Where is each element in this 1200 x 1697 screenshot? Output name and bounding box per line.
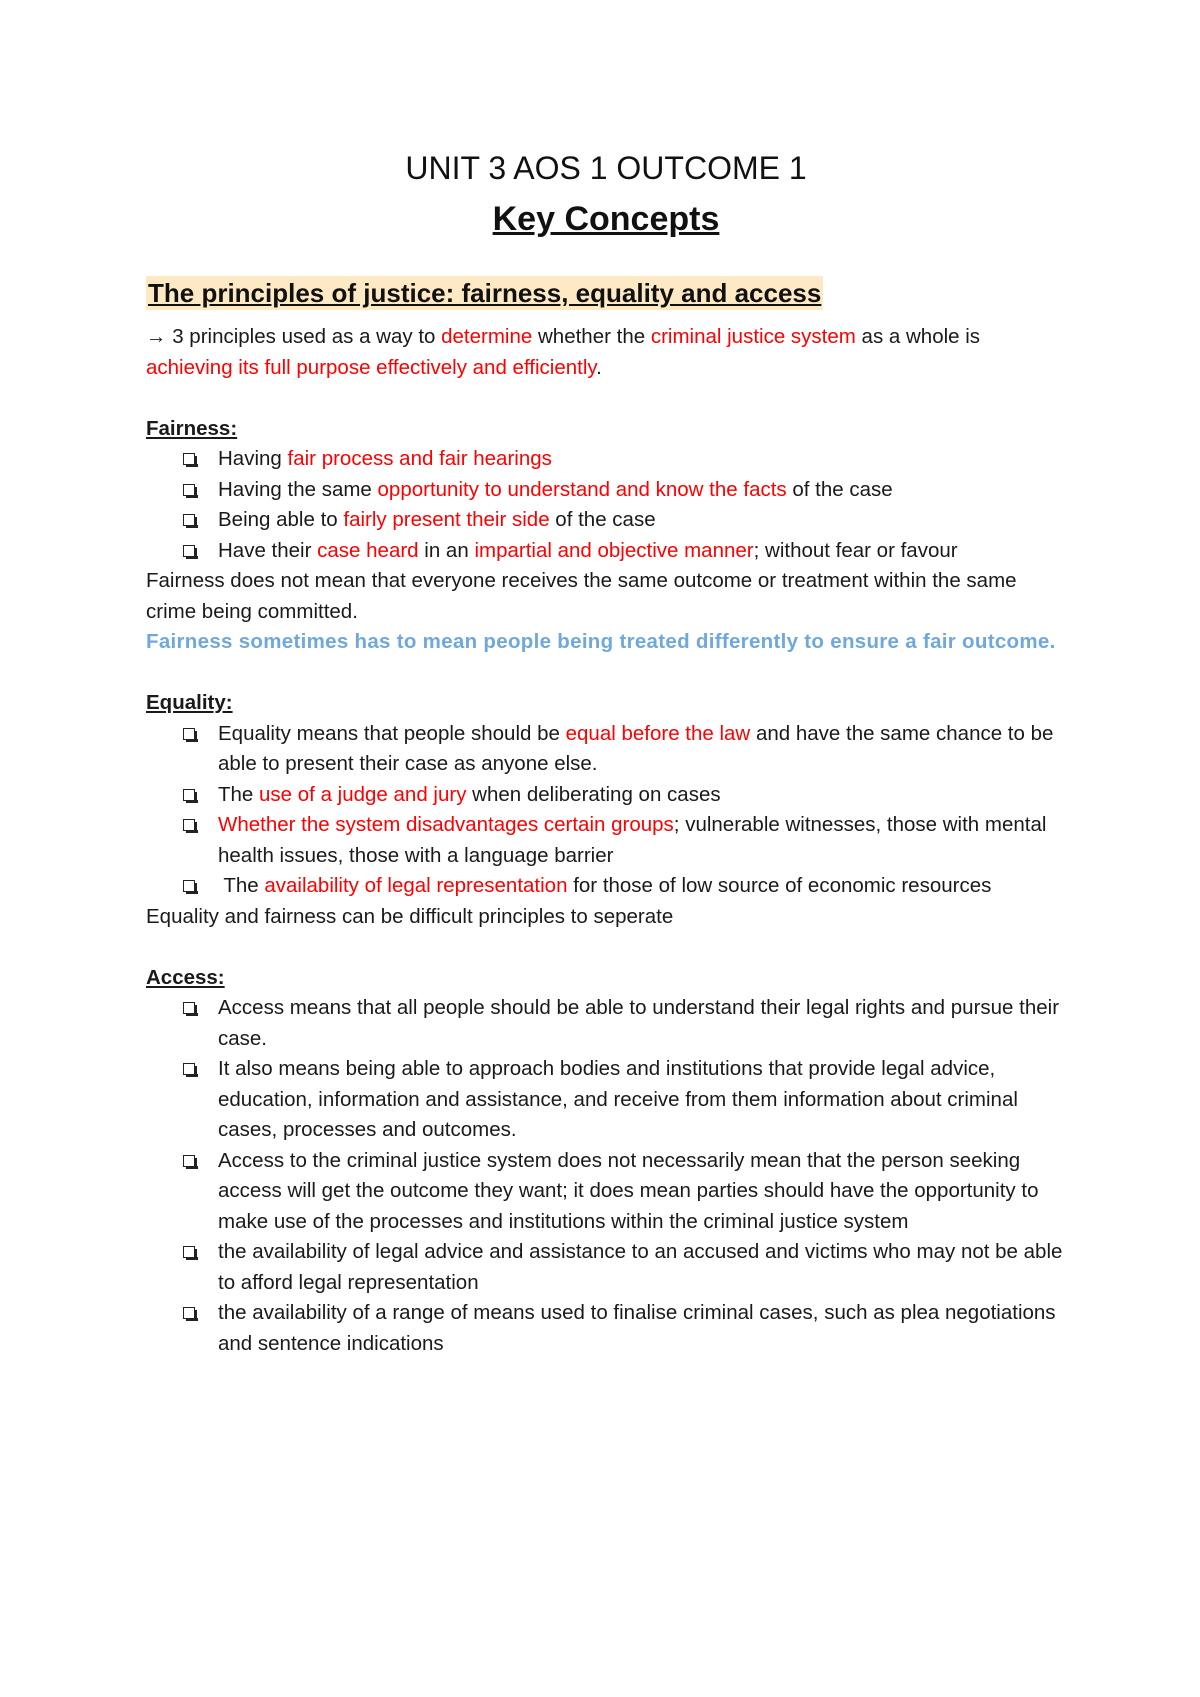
list-item: Being able to fairly present their side of the case	[218, 505, 1066, 536]
checkbox-bullet-icon	[183, 1063, 195, 1075]
list-item: It also means being able to approach bodies and institutions that provide legal advice, education, information and assistance, and receive from them information about criminal cases, processes and outcomes.	[218, 1054, 1066, 1146]
list-item: Have their case heard in an impartial and objective manner; without fear or favour	[218, 536, 1066, 567]
list-item: The use of a judge and jury when deliberating on cases	[218, 780, 1066, 811]
intro-emphasis: determine	[441, 325, 533, 348]
heading-equality: Equality:	[146, 691, 233, 714]
intro-emphasis: criminal justice system	[650, 325, 856, 348]
fairness-emphasis: Fairness sometimes has to mean people being treated differently to ensure a fair outcome.	[146, 630, 1056, 653]
page-title: UNIT 3 AOS 1 OUTCOME 1	[405, 150, 807, 186]
intro-text: → 3 principles used as a way to	[146, 325, 442, 348]
list-item: Access to the criminal justice system does not necessarily mean that the person seeking access will get the outcome they want; it does mean parties should have the opportunity to make use of the processes and institutions within the criminal justice system	[218, 1146, 1066, 1238]
checkbox-bullet-icon	[183, 514, 195, 526]
page-subtitle: Key Concepts	[492, 200, 720, 238]
section-title-principles: The principles of justice: fairness, equality and access	[148, 278, 822, 308]
checkbox-bullet-icon	[183, 1307, 195, 1319]
fairness-note: Fairness does not mean that everyone receives the same outcome or treatment within the same crime being committed.	[146, 569, 1017, 623]
checkbox-bullet-icon	[183, 453, 195, 465]
list-item: the availability of a range of means used to finalise criminal cases, such as plea negotiations and sentence indications	[218, 1298, 1066, 1359]
list-item: Having fair process and fair hearings	[218, 444, 1066, 475]
checkbox-bullet-icon	[183, 1246, 195, 1258]
checkbox-bullet-icon	[183, 1155, 195, 1167]
list-item: Access means that all people should be able to understand their legal rights and pursue their case.	[218, 993, 1066, 1054]
fairness-list	[146, 444, 1066, 566]
intro-text: .	[596, 355, 602, 379]
checkbox-bullet-icon	[183, 728, 195, 740]
checkbox-bullet-icon	[183, 1002, 195, 1014]
list-item: Having the same opportunity to understand and know the facts of the case	[218, 475, 1066, 506]
checkbox-bullet-icon	[183, 819, 195, 831]
intro-text: whether the	[532, 325, 651, 348]
checkbox-bullet-icon	[183, 880, 195, 892]
list-item: Equality means that people should be equal before the law and have the same chance to be able to present their case as anyone else.	[218, 719, 1066, 780]
document-body	[146, 322, 1066, 1359]
list-item: Whether the system disadvantages certain groups; vulnerable witnesses, those with mental health issues, those with a language barrier	[218, 810, 1066, 871]
intro-paragraph	[146, 322, 1066, 383]
equality-note: Equality and fairness can be difficult principles to seperate	[146, 904, 674, 928]
checkbox-bullet-icon	[183, 484, 195, 496]
list-item: the availability of legal advice and assistance to an accused and victims who may not be able to afford legal representation	[218, 1237, 1066, 1298]
heading-fairness: Fairness:	[146, 416, 238, 440]
access-list	[146, 993, 1066, 1359]
intro-text: as a whole is	[855, 325, 981, 348]
intro-emphasis: achieving its full purpose effectively and efficiently	[146, 355, 597, 379]
checkbox-bullet-icon	[183, 789, 195, 801]
heading-access: Access:	[146, 965, 225, 989]
list-item: The availability of legal representation for those of low source of economic resources	[218, 871, 1066, 902]
equality-list	[146, 719, 1066, 902]
checkbox-bullet-icon	[183, 545, 195, 557]
